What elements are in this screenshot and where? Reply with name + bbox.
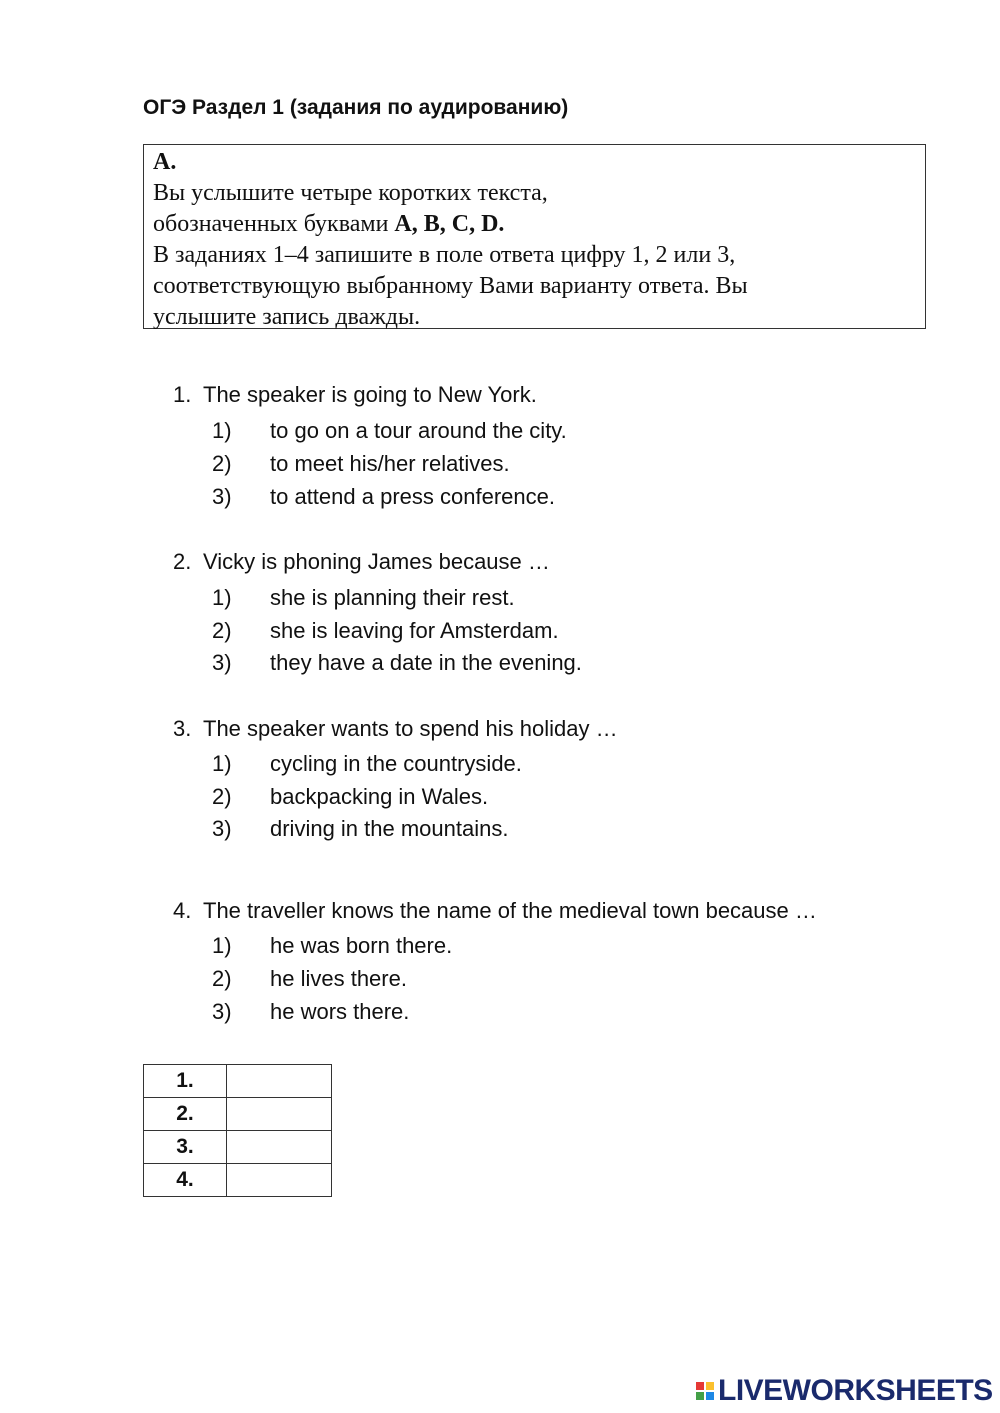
option-number: 2): [212, 618, 232, 643]
instructions-box: [143, 144, 926, 329]
logo-grid-icon: [696, 1382, 714, 1400]
answer-field-3[interactable]: [227, 1131, 332, 1164]
question-text: Vicky is phoning James because …: [203, 549, 550, 574]
option-number: 3): [212, 999, 232, 1024]
answer-field-2[interactable]: [227, 1098, 332, 1131]
answer-row-label: 3.: [144, 1131, 227, 1164]
instructions-label: А.: [153, 149, 177, 175]
question-number: 4.: [173, 898, 192, 923]
question-text: The speaker is going to New York.: [203, 382, 537, 407]
answer-row: [144, 1164, 332, 1197]
option-text: she is leaving for Amsterdam.: [270, 618, 559, 643]
answer-table: [143, 1064, 332, 1197]
question-1: [173, 382, 537, 408]
question-1-option-2: [212, 451, 510, 477]
question-number: 2.: [173, 549, 192, 574]
option-number: 1): [212, 751, 232, 776]
option-number: 2): [212, 784, 232, 809]
option-text: to attend a press conference.: [270, 484, 555, 509]
question-number: 3.: [173, 716, 192, 741]
question-2-option-1: [212, 585, 515, 611]
question-text: The speaker wants to spend his holiday …: [203, 716, 618, 741]
option-number: 1): [212, 585, 232, 610]
instructions-line-4: соответствующую выбранному Вами варианту ответа. Вы: [153, 273, 748, 299]
answer-field-1[interactable]: [227, 1065, 332, 1098]
answer-row-label: 4.: [144, 1164, 227, 1197]
question-text: The traveller knows the name of the medieval town because …: [203, 898, 817, 923]
option-number: 2): [212, 451, 232, 476]
option-number: 1): [212, 933, 232, 958]
option-text: he lives there.: [270, 966, 407, 991]
question-3-option-3: [212, 816, 508, 842]
question-number: 1.: [173, 382, 192, 407]
answer-field-4[interactable]: [227, 1164, 332, 1197]
logo-square-green: [696, 1392, 704, 1400]
instructions-line-2: [153, 209, 917, 240]
question-2: [173, 549, 550, 575]
logo-text: LIVEWORKSHEETS: [718, 1374, 993, 1407]
question-1-option-3: [212, 484, 555, 510]
question-2-option-2: [212, 618, 559, 644]
question-4: [173, 898, 817, 924]
option-number: 1): [212, 418, 232, 443]
instructions-line-3: В заданиях 1–4 запишите в поле ответа цифру 1, 2 или 3,: [153, 242, 736, 268]
answer-row: [144, 1098, 332, 1131]
logo-square-blue: [706, 1392, 714, 1400]
instructions-line-2-prefix: обозначенных буквами: [153, 211, 395, 237]
question-2-option-3: [212, 650, 582, 676]
option-text: driving in the mountains.: [270, 816, 509, 841]
question-4-option-1: [212, 933, 452, 959]
option-text: to meet his/her relatives.: [270, 451, 510, 476]
instructions-letters: A, B, C, D.: [394, 211, 505, 237]
option-number: 3): [212, 816, 232, 841]
question-4-option-3: [212, 999, 409, 1025]
instructions-line-1: Вы услышите четыре коротких текста,: [153, 180, 548, 206]
question-3: [173, 716, 618, 742]
page-title: ОГЭ Раздел 1 (задания по аудированию): [143, 96, 569, 119]
option-text: they have a date in the evening.: [270, 650, 582, 675]
option-text: she is planning their rest.: [270, 585, 515, 610]
option-text: cycling in the countryside.: [270, 751, 522, 776]
liveworksheets-logo: [696, 1374, 993, 1408]
option-number: 2): [212, 966, 232, 991]
option-text: backpacking in Wales.: [270, 784, 489, 809]
question-3-option-1: [212, 751, 522, 777]
question-1-option-1: [212, 418, 567, 444]
option-text: he was born there.: [270, 933, 453, 958]
logo-square-yellow: [706, 1382, 714, 1390]
answer-row: [144, 1065, 332, 1098]
instructions-line-5: услышите запись дважды.: [153, 304, 421, 330]
option-text: he wors there.: [270, 999, 410, 1024]
logo-square-red: [696, 1382, 704, 1390]
answer-row: [144, 1131, 332, 1164]
option-number: 3): [212, 484, 232, 509]
option-number: 3): [212, 650, 232, 675]
answer-row-label: 2.: [144, 1098, 227, 1131]
question-4-option-2: [212, 966, 407, 992]
option-text: to go on a tour around the city.: [270, 418, 567, 443]
question-3-option-2: [212, 784, 488, 810]
answer-row-label: 1.: [144, 1065, 227, 1098]
